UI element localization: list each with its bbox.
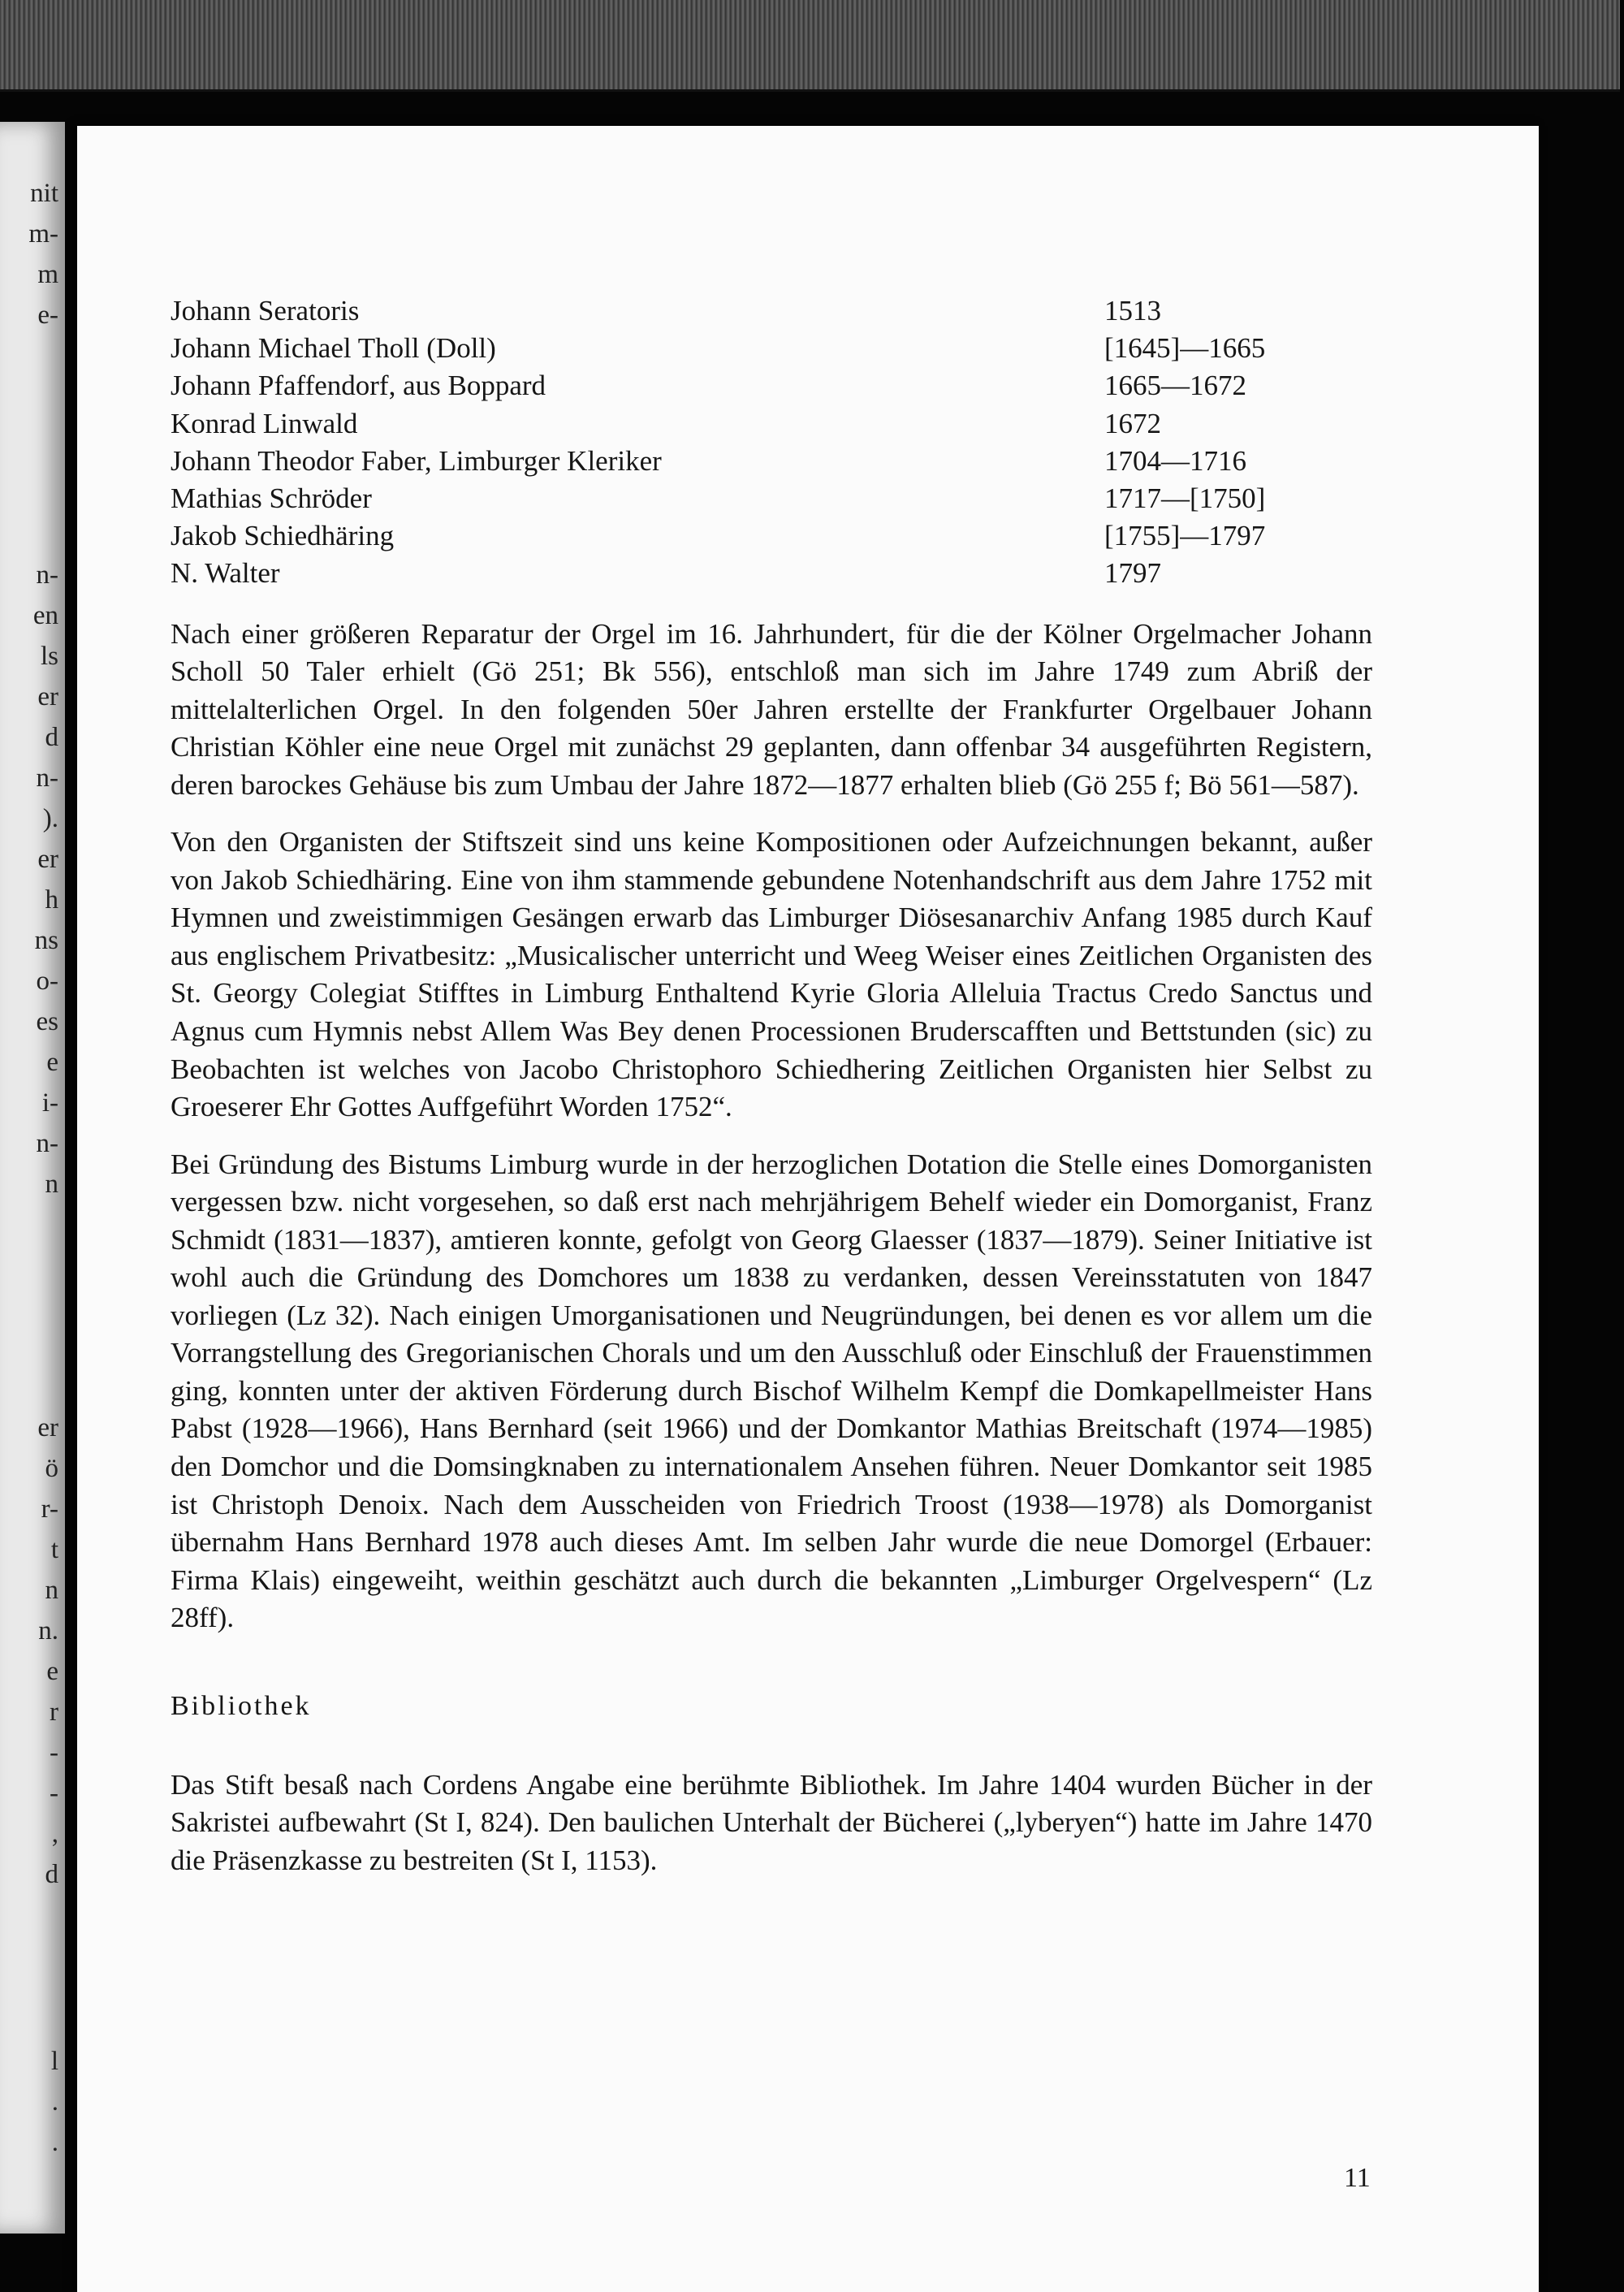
left-page-text-fragment: , [51,1819,58,1849]
left-page-text-fragment: n [45,1170,58,1199]
left-page-text-fragment: t [50,1535,58,1564]
organist-years: 1672 [1104,407,1161,439]
left-page-text-fragment: . [51,2128,58,2157]
left-page-text-fragment: es [36,1007,58,1036]
organist-row [171,330,1372,367]
left-page-text-fragment: er [37,682,58,711]
left-page-text-fragment: en [32,601,58,630]
left-page-text-fragment: ). [42,804,58,833]
paragraph-bibliothek: Das Stift besaß nach Cordens Angabe eine berühmte Bibliothek. Im Jahre 1404 wurden Bücher in der Sakristei aufbewahrt (St I, 824). Den baulichen Unterhalt der Bücherei („lyberyen“) hatte im Jahre 1470 die Präsenzkasse zu bestreiten (St I, 1153). [171,1768,1372,1877]
organist-list [171,292,1372,593]
organist-row [171,517,1372,555]
organist-years: [1755]—1797 [1104,520,1266,552]
left-page-text-fragment: n- [36,1129,58,1158]
left-page-text-fragment: - [50,1779,58,1808]
organist-name: Johann Seratoris [171,295,360,327]
organist-name: N. Walter [171,557,280,590]
organist-name: Mathias Schröder [171,482,372,514]
organist-row [171,292,1372,330]
left-page-text-fragment: - [50,1738,58,1767]
left-page-text-fragment: ls [40,642,58,671]
left-page-text-fragment: nit [30,179,58,208]
paragraph-organ-history: Nach einer größeren Reparatur der Orgel im 16. Jahrhundert, für die der Kölner Orgelmacher Johann Scholl 50 Taler erhielt (Gö 251; Bk 556), entschloß man sich im Jahre 1749 zum Abriß der mittelalterlichen Orgel. In den folgenden 50er Jahren erstellte der Frankfurter Orgelbauer Johann Christian Köhler eine neue Orgel mit zunächst 29 geplanten, dann offenbar 34 ausgeführten Registern, deren barockes Gehäuse bis zum Umbau der Jahre 1872—1877 erhalten blieb (Gö 255 f; Bö 561—587). [171,617,1372,801]
left-page-text-fragment: e [46,1657,58,1686]
organist-years: 1704—1716 [1104,444,1246,477]
left-page-text-fragment: r [50,1697,58,1727]
paragraph-domorganisten: Bei Gründung des Bistums Limburg wurde in der herzoglichen Dotation die Stelle eines Domorganisten vergessen bzw. nicht vorgesehen, so daß erst nach mehrjährigem Behelf wieder ein Domorganist, Franz Schmidt (1831—1837), amtieren konnte, gefolgt von Georg Glaesser (1837—1879). Seiner Initiative ist wohl auch die Gründung des Domchores um 1838 zu verdanken, dessen Vereinsstatuten von 1847 vorliegen (Lz 32). Nach einigen Umorganisationen und Neugründungen, bei denen es vor allem um die Vorrangstellung des Gregorianischen Chorals und um den Ausschluß oder Einschluß der Frauenstimmen ging, konnten unter der aktiven Förderung durch Bischof Wilhelm Kempf die Domkapellmeister Hans Pabst (1928—1966), Hans Bernhard (seit 1966) und der Domkantor Mathias Breitschaft (1974—1985) den Domchor und die Domsingknaben zu internationalem Ansehen führen. Neuer Domkantor seit 1985 ist Christoph Denoix. Nach dem Ausscheiden von Friedrich Troost (1938—1978) als Domorganist übernahm Hans Bernhard 1978 auch dieses Amt. Im selben Jahr wurde die neue Domorgel (Erbauer: Firma Klais) eingeweiht, weithin geschätzt auch durch die bekannten „Limburger Orgelvespern“ (Lz 28ff). [171,1148,1372,1634]
organist-row [171,480,1372,517]
left-page-text-fragment: h [45,885,58,915]
organist-years: 1513 [1104,295,1161,327]
section-heading-bibliothek: Bibliothek [171,1690,312,1721]
organist-years: 1797 [1104,557,1161,590]
organist-name: Konrad Linwald [171,407,358,439]
paragraph-schiedhaering-manuscript: Von den Organisten der Stiftszeit sind uns keine Kompositionen oder Aufzeichnungen bekannt, außer von Jakob Schiedhäring. Eine von ihm stammende gebundene Notenhandschrift aus dem Jahre 1752 mit Hymnen und zweistimmigen Gesängen erwarb das Limburger Diösesanarchiv Anfang 1985 durch Kauf aus englischem Privatbesitz: „Musicalischer unterricht und Weeg Weiser eines Zeitlichen Organisten des St. Georgy Colegiat Stifftes in Limburg Enthaltend Kyrie Gloria Alleluia Tractus Credo Sanctus und Agnus cum Hymnis nebst Allem Was Bey denen Processionen Bruderscafften und Bettstunden (sic) zu Beobachten ist welches von Jacobo Christophoro Schiedhering Zeitlichen Organisten hier Selbst zu Groeserer Ehr Gottes Auffgeführt Worden 1752“. [171,826,1372,1123]
organist-years: [1645]—1665 [1104,332,1266,365]
left-page-text-fragment: n [45,1576,58,1605]
organist-name: Johann Pfaffendorf, aus Boppard [171,370,546,402]
organist-row [171,443,1372,480]
left-page-text-fragment: o- [36,967,58,996]
left-page-text-fragment: . [51,2087,58,2117]
left-page-text-fragment: ö [45,1454,58,1483]
organist-row [171,555,1372,592]
book-page [77,126,1539,2292]
organist-row [171,367,1372,404]
page-number: 11 [1344,2163,1371,2193]
organist-years: 1665—1672 [1104,370,1246,402]
left-page-text-fragment: l [50,2047,58,2076]
left-page-text-fragment: d [45,1860,58,1889]
book-page-edges [0,0,1620,92]
organist-years: 1717—[1750] [1104,482,1266,514]
organist-name: Johann Michael Tholl (Doll) [171,332,496,365]
left-page-text-fragment: ns [34,926,58,955]
left-page-text-fragment: n. [38,1616,58,1645]
page-text-column [171,292,1372,1900]
left-page-text-fragment: er [37,845,58,874]
left-page-text-fragment: n- [36,763,58,793]
left-page-text-fragment: e- [37,301,58,330]
left-page-text-fragment: er [37,1413,58,1442]
organist-name: Jakob Schiedhäring [171,520,395,552]
facing-left-page [0,122,65,2234]
left-page-text-fragment: i- [41,1088,58,1118]
left-page-text-fragment: m- [28,219,58,249]
left-page-text-fragment: d [45,723,58,752]
left-page-text-fragment: e [46,1048,58,1077]
left-page-text-fragment: r- [41,1494,58,1524]
left-page-text-fragment: n- [36,560,58,590]
organist-name: Johann Theodor Faber, Limburger Kleriker [171,444,662,477]
organist-row [171,405,1372,443]
left-page-text-fragment: m [37,260,58,289]
